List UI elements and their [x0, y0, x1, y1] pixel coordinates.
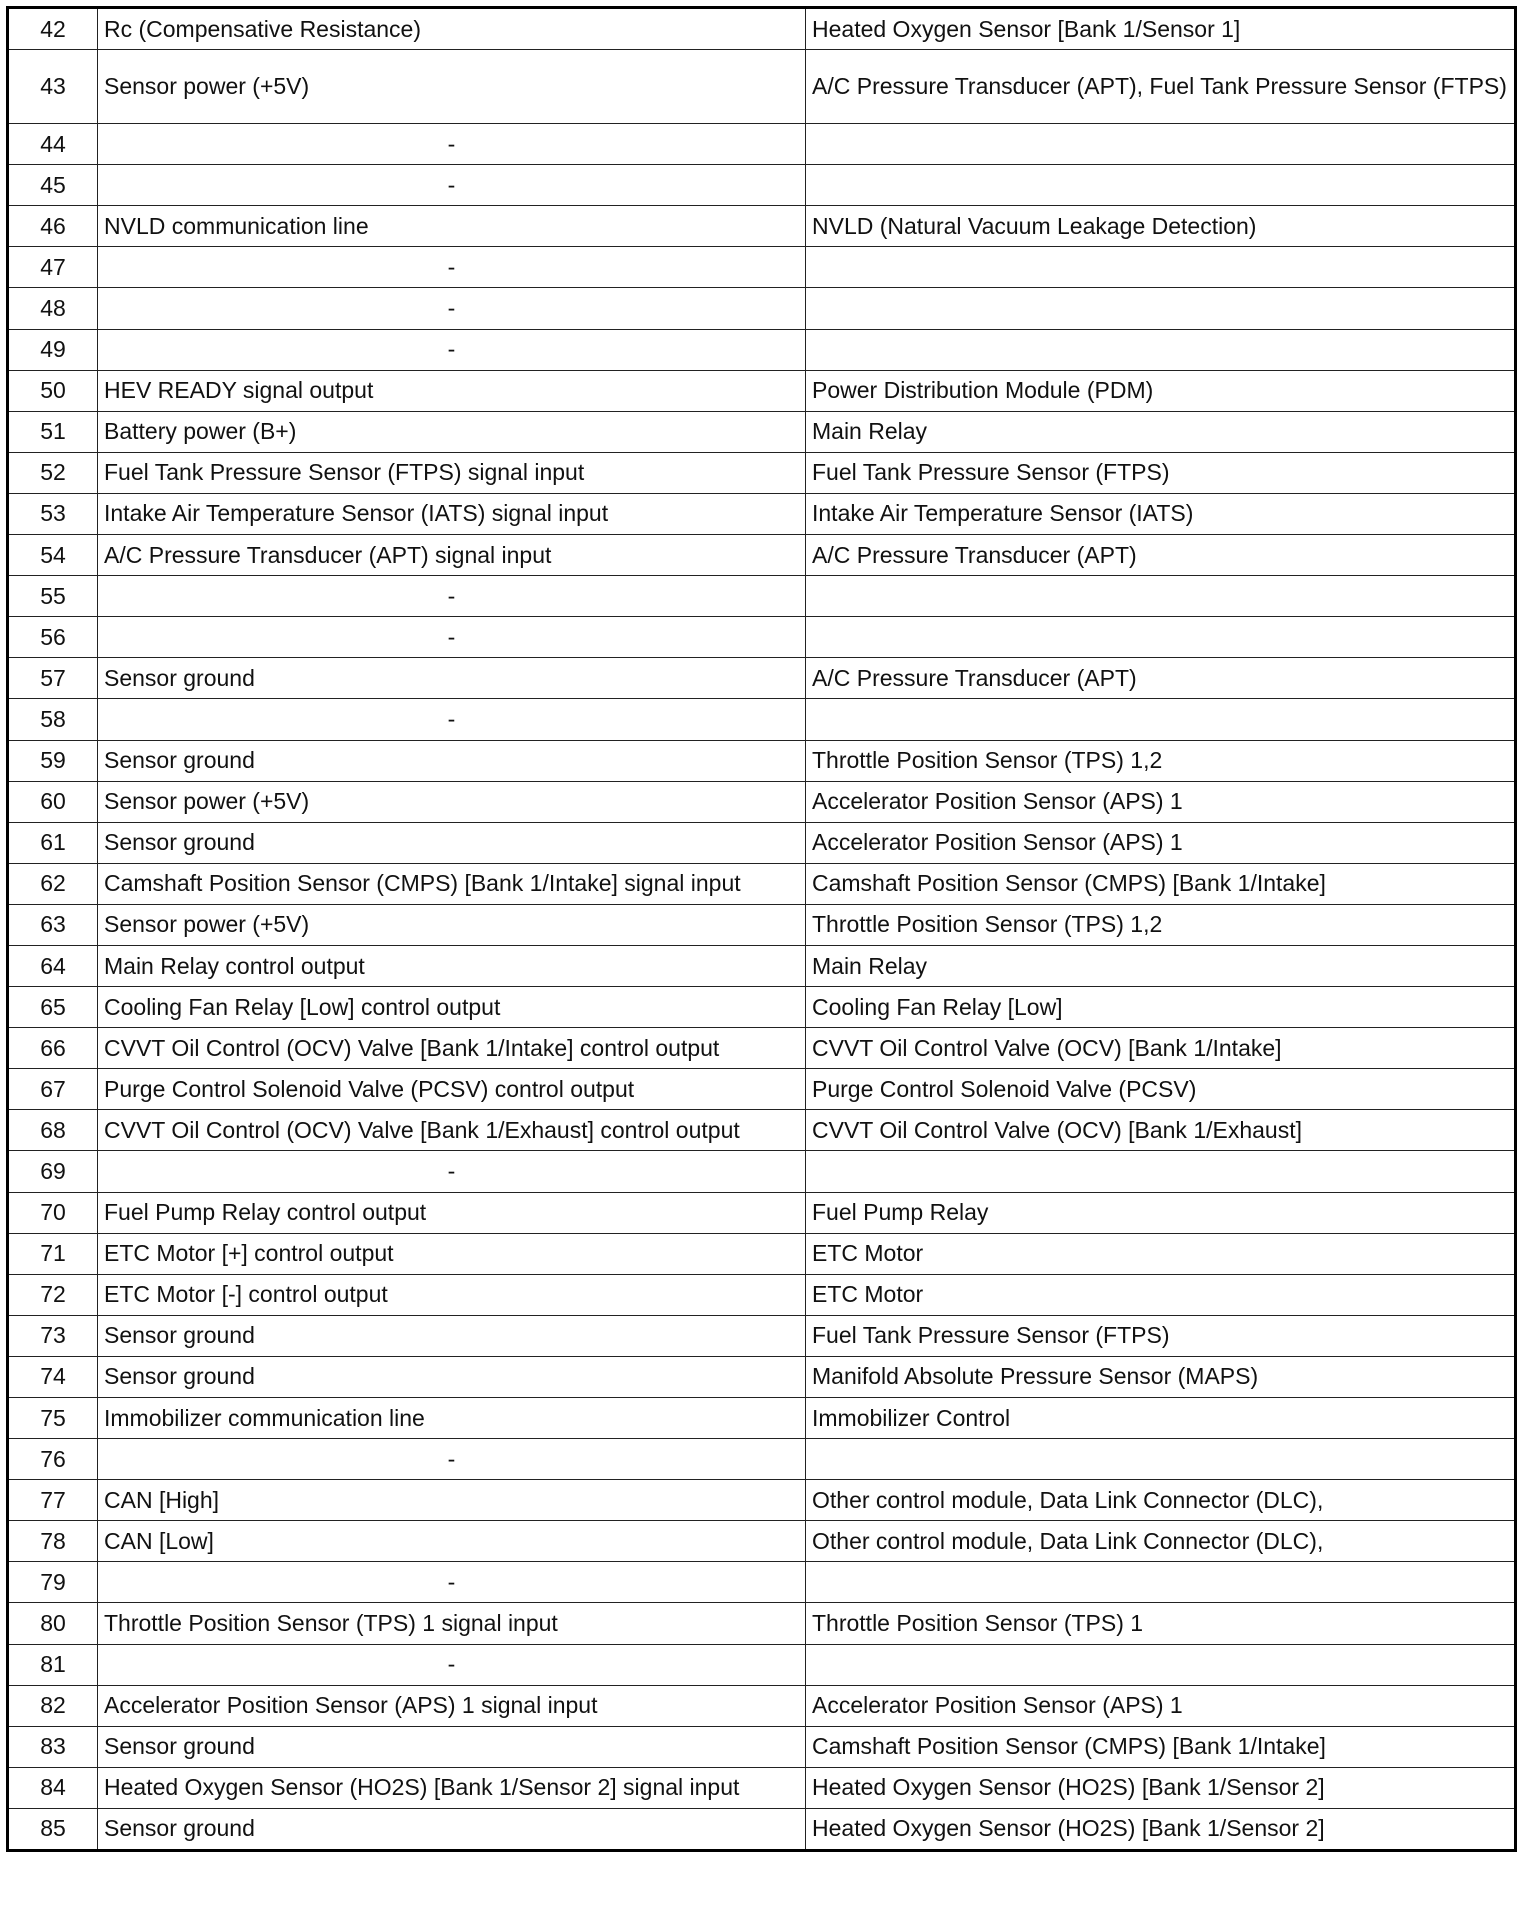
connected-component: Main Relay — [806, 411, 1516, 452]
connected-component: Other control module, Data Link Connector (DLC), — [806, 1480, 1516, 1521]
pin-number: 80 — [8, 1603, 98, 1644]
pin-number: 81 — [8, 1644, 98, 1685]
table-row — [8, 1274, 1516, 1315]
pin-number: 54 — [8, 535, 98, 576]
pin-description: CAN [High] — [98, 1480, 806, 1521]
connected-component: Accelerator Position Sensor (APS) 1 — [806, 781, 1516, 822]
pin-description: Heated Oxygen Sensor (HO2S) [Bank 1/Sensor 2] signal input — [98, 1767, 806, 1808]
pin-number: 77 — [8, 1480, 98, 1521]
pin-number: 71 — [8, 1233, 98, 1274]
pin-number: 79 — [8, 1562, 98, 1603]
connected-component: Camshaft Position Sensor (CMPS) [Bank 1/Intake] — [806, 863, 1516, 904]
pin-description: Main Relay control output — [98, 945, 806, 986]
table-row — [8, 1028, 1516, 1069]
table-row — [8, 1562, 1516, 1603]
pin-number: 49 — [8, 329, 98, 370]
pin-number: 82 — [8, 1685, 98, 1726]
pin-number: 64 — [8, 945, 98, 986]
pin-description: HEV READY signal output — [98, 370, 806, 411]
table-row — [8, 50, 1516, 124]
connected-component: Fuel Tank Pressure Sensor (FTPS) — [806, 452, 1516, 493]
table-row — [8, 1233, 1516, 1274]
pin-number: 57 — [8, 658, 98, 699]
pin-description: - — [98, 617, 806, 658]
pin-description: Purge Control Solenoid Valve (PCSV) control output — [98, 1069, 806, 1110]
pin-description: Sensor ground — [98, 1356, 806, 1397]
connected-component — [806, 288, 1516, 329]
pin-number: 74 — [8, 1356, 98, 1397]
pin-description: Immobilizer communication line — [98, 1398, 806, 1439]
table-row — [8, 8, 1516, 50]
pin-description: Intake Air Temperature Sensor (IATS) signal input — [98, 493, 806, 534]
pin-description: NVLD communication line — [98, 206, 806, 247]
pin-number: 84 — [8, 1767, 98, 1808]
table-row — [8, 535, 1516, 576]
pin-number: 75 — [8, 1398, 98, 1439]
pin-number: 83 — [8, 1726, 98, 1767]
pin-description: - — [98, 1439, 806, 1480]
table-row — [8, 1644, 1516, 1685]
pin-description: - — [98, 329, 806, 370]
pin-description: CVVT Oil Control (OCV) Valve [Bank 1/Exhaust] control output — [98, 1110, 806, 1151]
table-row — [8, 1315, 1516, 1356]
pin-description: - — [98, 576, 806, 617]
pin-table-body — [8, 8, 1516, 1851]
table-row — [8, 370, 1516, 411]
table-row — [8, 206, 1516, 247]
pin-number: 45 — [8, 165, 98, 206]
connected-component — [806, 1562, 1516, 1603]
connected-component: Cooling Fan Relay [Low] — [806, 987, 1516, 1028]
pin-number: 58 — [8, 699, 98, 740]
connected-component — [806, 1151, 1516, 1192]
connected-component: Throttle Position Sensor (TPS) 1,2 — [806, 740, 1516, 781]
pin-number: 78 — [8, 1521, 98, 1562]
pin-number: 69 — [8, 1151, 98, 1192]
connected-component: Accelerator Position Sensor (APS) 1 — [806, 822, 1516, 863]
table-row — [8, 904, 1516, 945]
connected-component: Throttle Position Sensor (TPS) 1 — [806, 1603, 1516, 1644]
table-row — [8, 1151, 1516, 1192]
pin-number: 60 — [8, 781, 98, 822]
pin-description: Fuel Tank Pressure Sensor (FTPS) signal input — [98, 452, 806, 493]
table-row — [8, 822, 1516, 863]
table-row — [8, 288, 1516, 329]
table-row — [8, 945, 1516, 986]
pin-description: Fuel Pump Relay control output — [98, 1192, 806, 1233]
pin-description: Camshaft Position Sensor (CMPS) [Bank 1/Intake] signal input — [98, 863, 806, 904]
table-row — [8, 247, 1516, 288]
pin-number: 65 — [8, 987, 98, 1028]
connected-component: CVVT Oil Control Valve (OCV) [Bank 1/Intake] — [806, 1028, 1516, 1069]
connected-component: Camshaft Position Sensor (CMPS) [Bank 1/Intake] — [806, 1726, 1516, 1767]
table-row — [8, 411, 1516, 452]
pin-number: 46 — [8, 206, 98, 247]
connected-component: Fuel Tank Pressure Sensor (FTPS) — [806, 1315, 1516, 1356]
connected-component: Heated Oxygen Sensor (HO2S) [Bank 1/Sensor 2] — [806, 1767, 1516, 1808]
table-row — [8, 329, 1516, 370]
table-row — [8, 1726, 1516, 1767]
pin-description: - — [98, 124, 806, 165]
connected-component: Accelerator Position Sensor (APS) 1 — [806, 1685, 1516, 1726]
table-row — [8, 1069, 1516, 1110]
pin-number: 44 — [8, 124, 98, 165]
pin-description: - — [98, 165, 806, 206]
pin-description: Sensor power (+5V) — [98, 904, 806, 945]
pin-number: 50 — [8, 370, 98, 411]
table-row — [8, 165, 1516, 206]
pin-number: 59 — [8, 740, 98, 781]
pin-number: 66 — [8, 1028, 98, 1069]
table-row — [8, 1192, 1516, 1233]
pin-number: 47 — [8, 247, 98, 288]
table-row — [8, 1808, 1516, 1850]
pin-description: ETC Motor [+] control output — [98, 1233, 806, 1274]
connected-component — [806, 576, 1516, 617]
pin-number: 76 — [8, 1439, 98, 1480]
connected-component — [806, 617, 1516, 658]
pin-description: Rc (Compensative Resistance) — [98, 8, 806, 50]
pin-number: 51 — [8, 411, 98, 452]
pin-number: 85 — [8, 1808, 98, 1850]
pin-description: CVVT Oil Control (OCV) Valve [Bank 1/Intake] control output — [98, 1028, 806, 1069]
table-row — [8, 452, 1516, 493]
table-row — [8, 1356, 1516, 1397]
table-row — [8, 1110, 1516, 1151]
connected-component — [806, 699, 1516, 740]
connected-component: Fuel Pump Relay — [806, 1192, 1516, 1233]
pin-number: 61 — [8, 822, 98, 863]
pin-description: Sensor ground — [98, 1315, 806, 1356]
table-row — [8, 1521, 1516, 1562]
pin-number: 68 — [8, 1110, 98, 1151]
connected-component — [806, 329, 1516, 370]
pin-number: 56 — [8, 617, 98, 658]
connected-component: NVLD (Natural Vacuum Leakage Detection) — [806, 206, 1516, 247]
pin-description: Sensor ground — [98, 740, 806, 781]
pin-number: 72 — [8, 1274, 98, 1315]
pin-number: 43 — [8, 50, 98, 124]
pin-description: A/C Pressure Transducer (APT) signal input — [98, 535, 806, 576]
table-row — [8, 1439, 1516, 1480]
pin-number: 53 — [8, 493, 98, 534]
connected-component: Heated Oxygen Sensor [Bank 1/Sensor 1] — [806, 8, 1516, 50]
pin-number: 67 — [8, 1069, 98, 1110]
table-row — [8, 658, 1516, 699]
connected-component: A/C Pressure Transducer (APT), Fuel Tank Pressure Sensor (FTPS) — [806, 50, 1516, 124]
pin-description: - — [98, 288, 806, 329]
table-row — [8, 863, 1516, 904]
pin-number: 42 — [8, 8, 98, 50]
connected-component: Throttle Position Sensor (TPS) 1,2 — [806, 904, 1516, 945]
table-row — [8, 124, 1516, 165]
connected-component: Heated Oxygen Sensor (HO2S) [Bank 1/Sensor 2] — [806, 1808, 1516, 1850]
pin-description: - — [98, 1562, 806, 1603]
pin-description: Sensor ground — [98, 1726, 806, 1767]
connected-component — [806, 1439, 1516, 1480]
pin-description: - — [98, 1151, 806, 1192]
pin-function-table — [6, 6, 1517, 1852]
pin-description: Sensor ground — [98, 822, 806, 863]
pin-number: 63 — [8, 904, 98, 945]
pin-number: 73 — [8, 1315, 98, 1356]
connected-component: Immobilizer Control — [806, 1398, 1516, 1439]
pin-number: 52 — [8, 452, 98, 493]
pin-description: - — [98, 699, 806, 740]
connected-component: Power Distribution Module (PDM) — [806, 370, 1516, 411]
pin-description: Cooling Fan Relay [Low] control output — [98, 987, 806, 1028]
table-row — [8, 1398, 1516, 1439]
pin-number: 62 — [8, 863, 98, 904]
table-row — [8, 576, 1516, 617]
pin-number: 55 — [8, 576, 98, 617]
table-row — [8, 493, 1516, 534]
connected-component: CVVT Oil Control Valve (OCV) [Bank 1/Exhaust] — [806, 1110, 1516, 1151]
pin-description: Sensor power (+5V) — [98, 50, 806, 124]
connected-component: Purge Control Solenoid Valve (PCSV) — [806, 1069, 1516, 1110]
pin-description: - — [98, 1644, 806, 1685]
pin-number: 70 — [8, 1192, 98, 1233]
table-row — [8, 617, 1516, 658]
connected-component: Main Relay — [806, 945, 1516, 986]
pin-description: - — [98, 247, 806, 288]
table-row — [8, 781, 1516, 822]
table-row — [8, 1603, 1516, 1644]
connected-component: ETC Motor — [806, 1274, 1516, 1315]
connected-component: Intake Air Temperature Sensor (IATS) — [806, 493, 1516, 534]
table-row — [8, 1767, 1516, 1808]
pin-description: Battery power (B+) — [98, 411, 806, 452]
connected-component: Manifold Absolute Pressure Sensor (MAPS) — [806, 1356, 1516, 1397]
table-row — [8, 1685, 1516, 1726]
connected-component — [806, 247, 1516, 288]
pin-description: Throttle Position Sensor (TPS) 1 signal input — [98, 1603, 806, 1644]
pin-description: ETC Motor [-] control output — [98, 1274, 806, 1315]
connected-component — [806, 124, 1516, 165]
connected-component — [806, 1644, 1516, 1685]
connected-component: A/C Pressure Transducer (APT) — [806, 535, 1516, 576]
table-row — [8, 987, 1516, 1028]
connected-component: A/C Pressure Transducer (APT) — [806, 658, 1516, 699]
table-row — [8, 740, 1516, 781]
pin-description: Sensor ground — [98, 1808, 806, 1850]
pin-description: Accelerator Position Sensor (APS) 1 signal input — [98, 1685, 806, 1726]
table-row — [8, 1480, 1516, 1521]
connected-component: Other control module, Data Link Connector (DLC), — [806, 1521, 1516, 1562]
table-row — [8, 699, 1516, 740]
connected-component: ETC Motor — [806, 1233, 1516, 1274]
pin-description: Sensor ground — [98, 658, 806, 699]
pin-description: Sensor power (+5V) — [98, 781, 806, 822]
connected-component — [806, 165, 1516, 206]
pin-description: CAN [Low] — [98, 1521, 806, 1562]
pin-number: 48 — [8, 288, 98, 329]
